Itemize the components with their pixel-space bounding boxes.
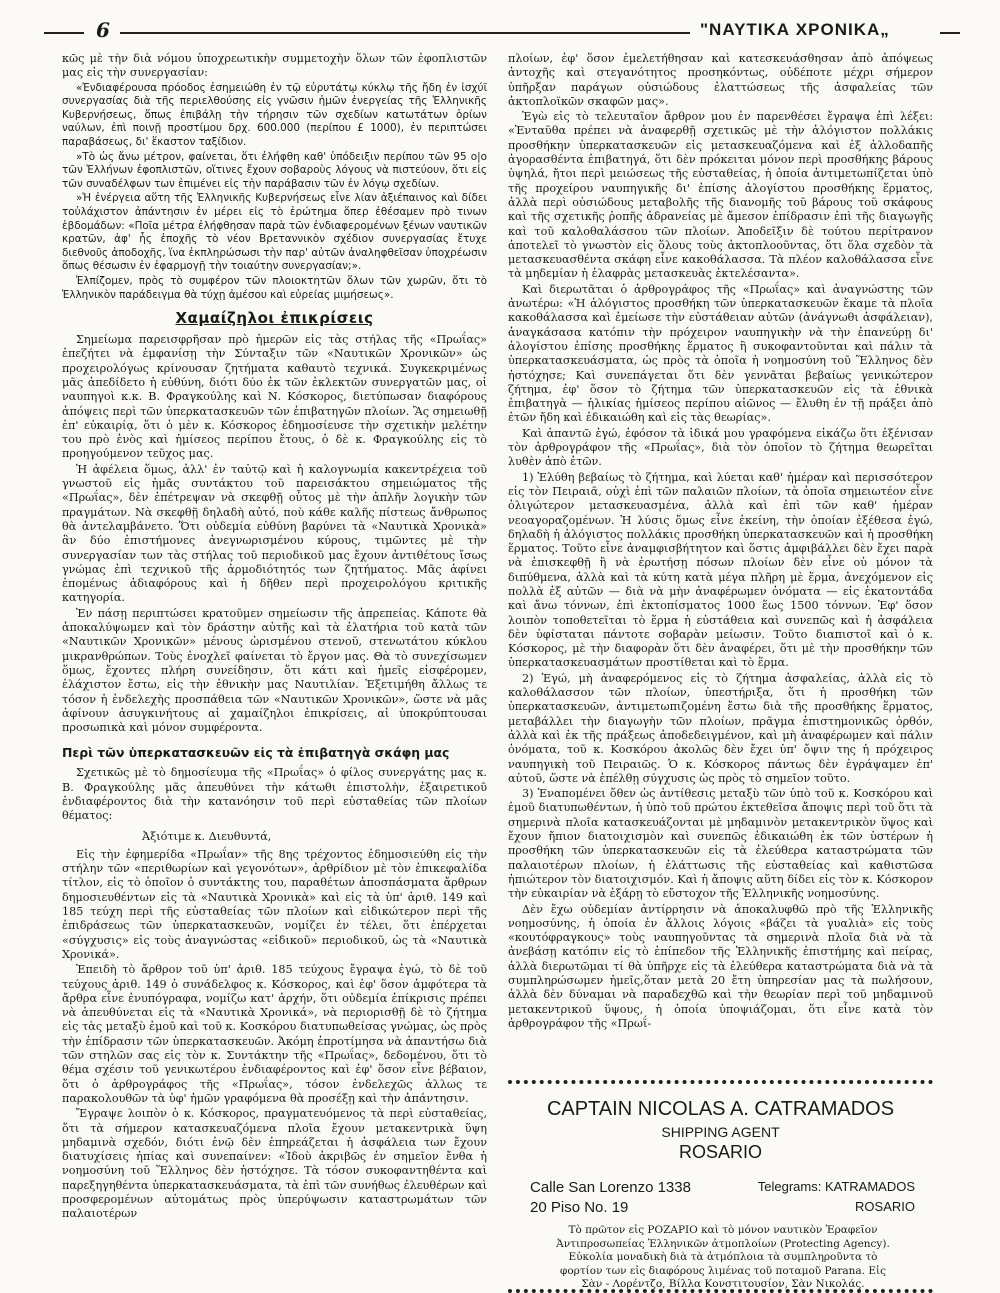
paragraph: Σχετικῶς μὲ τὸ δημοσίευμα τῆς «Πρωΐας» ὁ φίλος συνεργάτης μας κ. Β. Φραγκούλης μᾶς ἀπευθύνει τὴν κάτωθι ἐπιστολὴν, ἐξαιρετικοῦ ἐνδιαφέροντος διὰ τὴν κατανόησιν τοῦ περὶ εὐσταθείας τῶν πλοίων θέματος: <box>62 766 487 823</box>
header-rule <box>120 32 690 34</box>
paragraph: Καὶ διερωτᾶται ὁ ἀρθρογράφος τῆς «Πρωΐας» καὶ ἀναγνώστης τῶν ἀνωτέρω: «Ἡ ἀλόγιστος προσθήκη τῶν ὑπερκατασκευῶν ἔκαμε τὰ πλοῖα κακοθάλασσα καὶ ἐμείωσε τὴν εὐστάθειαν αὐτῶν (ἀνάγνωθι ἀσφάλειαν), ἀναγκάσασα κατόπιν τὴν πρόχειρον ναυπηγικὴν νὰ τὴν ἐπανεύρῃ δι' ἀλογίστου ἐπίσης προσθήκης ἕρματος ἢ συκοφαντοῦνται καὶ πάλιν τὰ ὑπερκατασκευάσματα, ὡς πρὸς τὰ ὁποῖα ἡ νοημοσύνη τοῦ Ἕλληνος δὲν ἠστόχησε; Καὶ συνεπάγεται ὅτι δὲν γεννᾶται βεβαίως γενικώτερον ζήτημα, ἐφ' ὅσον τὸ ζήτημα τῶν ὑπερκατασκευῶν εἰς τὰ ἐθνικὰ ἐπιβατηγὰ — ἡλικίας ἡμίσεος περίπου αἰῶνος — ἔλυθη ἐν τῇ πράξει ἀπὸ ἐτῶν ἤδη καὶ ἐδικαιώθη καὶ εἰς τὰς θεωρίας». <box>508 282 933 425</box>
advert-city: ROSARIO <box>678 1142 762 1162</box>
section-heading: Περὶ τῶν ὑπερκατασκευῶν εἰς τὰ ἐπιβατηγὰ σκάφη μας <box>62 745 450 761</box>
quote-paragraph: »Ἡ ἐνέργεια αὕτη τῆς Ἑλληνικῆς Κυβερνήσεως εἶνε λίαν ἀξιέπαινος καὶ δίδει τοὐλάχιστον ἀπάντησιν ἐν μέρει εἰς τὸ ἐρώτημα ὅπερ ἐθέσαμεν πρὸ τινων ἑβδομάδων: «Ποῖα μέτρα ἐλήφθησαν παρὰ τῶν ἐνδιαφερομένων ξένων ναυτικῶν κρατῶν, ἀφ' ἧς ἐποχῆς τὸ νέον Βρεταννικὸν σχέδιον συνεργασίας ἔτυχε διεθνοῦς ἀποδοχῆς, ἵνα ἐκπληρώσωσι τὴν παρ' αὐτῶν ἀναληφθεῖσαν ὑποχρέωσιν ὅπως θέσωσιν ἐν ἐφαρμογῇ τὴν τοιαύτην συνεργασίαν;». <box>62 192 487 273</box>
advert-telegrams: ROSARIO <box>855 1199 915 1214</box>
quote-paragraph: «Ἐνδιαφέρουσα πρόοδος ἐσημειώθη ἐν τῷ εὐρυτάτῳ κύκλῳ τῆς ἤδη ἐν ἰσχύϊ συνεργασίας διὰ τῆς περιελθούσης εἰς γνῶσιν ἡμῶν ἐνεργείας τῆς Ἑλληνικῆς Κυβερνήσεως, ὅπως ἐπιβάλῃ τὴν τήρησιν τῶν σχεδίων κατωτάτων ὁρίων ναύλων, ἐπὶ ποινῇ προστίμου δρχ. 600.000 (περίπου £ 1000), ἐν περιπτώσει παραβάσεως, δι' ἕκαστον ταξίδιον. <box>62 81 487 148</box>
paragraph: Ἡ ἀφέλεια ὅμως, ἀλλ' ἐν ταὐτῷ καὶ ἡ καλογνωμία κακεντρέχεια τοῦ γνωστοῦ εἰς ἡμᾶς συντάκτου τοῦ παρεισάκτου σημειώματος τῆς «Πρωΐας», δὲν ἐπέτρεψαν νὰ σκεφθῇ οὗτος μὲ τὴν ἁπλῆν λογικὴν τῶν πραγμάτων. Νὰ σκεφθῇ δηλαδὴ αὐτό, ποὺ κάθε καλῆς πίστεως ἄνθρωπος θὰ ἀντελαμβάνετο. Ὅτι οὐδεμία εὐθύνη βαρύνει τὰ «Ναυτικὰ Χρονικὰ» ἂν δύο ἐπιστήμονες ἀνεγνωρισμένου κύρους, τιμῶντες μὲ τὴν συνεργασίαν των τὰς στήλας τοῦ περιοδικοῦ μας ἔχουν ἀντιθέτους ἴσως γνώμας ἐπὶ τεχνικοῦ τῆς ἁρμοδιότητός των ζητήματος. Μᾶς ἀφίνει ἐπομένως ἀδιαφόρους καὶ ἡ δῆθεν περὶ προχειρολόγου κριτικῆς κατηγορία. <box>62 462 487 605</box>
paragraph: Ἔγραψε λοιπὸν ὁ κ. Κόσκορος, πραγματευόμενος τὰ περὶ εὐσταθείας, ὅτι τὰ σήμερον κατασκευαζόμενα πλοῖα ἔχουν μετακεντρικὰ ὕψη μηδαμινὰ σχεδόν, διότι ἐνῷ δὲν ἐπηρεάζεται ἡ ἀσφάλεια των ἔχουν διατυχίσεις ἠπίας καὶ συνεπαίνεν: «Ἰδοὺ ἀκριβῶς ἐν σημεῖον ἔνθα ἡ νοημοσύνη τοῦ Ἕλληνος δὲν ἡστόχησε. Τὰ τόσον συκοφαντηθέντα καὶ παρεξηγηθέντα ὑπερκατασκευάσματα, τὰ ἐπὶ τῶν συνήθως ἐλευθέρων καὶ προσφερομένων αὐτομάτως πρὸς ὑπερύψωσιν καταστρωμάτων τῶν παλαιοτέρων <box>62 1107 487 1221</box>
publication-title: "ΝΑΥΤΙΚΑ ΧΡΟΝΙΚΑ„ <box>700 20 890 39</box>
paragraph: Καὶ ἀπαντῶ ἐγώ, ἐφόσον τὰ ἰδικά μου γραφόμενα εἰκάζω ὅτι ἐξένισαν τὸν ἀρθρογράφον τῆς «Πρωΐας», διὰ τὸν ὁποῖον τὸ ζήτημα θεωρεῖται λυθὲν ἀπὸ ἐτῶν. <box>508 426 933 469</box>
shipping-agent-advertisement <box>508 1080 933 1293</box>
paragraph: Ἐπειδὴ τὸ ἄρθρον τοῦ ὑπ' ἀριθ. 185 τεύχους ἔγραψα ἐγώ, τὸ δὲ τοῦ τεύχους ἀριθ. 149 ὁ συνάδελφος κ. Κόσκορος, καὶ ἐφ' ὅσον ἀμφότερα τὰ ἄρθρα εἶνε ἐνυπόγραφα, νομίζω κατ' ἀρχήν, ὅτι οὐδεμία ἐπίκρισις πρέπει νὰ ἀπευθύνεται εἰς τὰ «Ναυτικὰ Χρονικά», νὰ περιορισθῇ δὲ τὸ ζήτημα εἰς τὰς μεταξὺ ἐμοῦ καὶ τοῦ κ. Κοσκόρου διατυπωθείσας γνώμας, ὡς πρὸς τὴν ἐπίδρασιν τῶν ὑπερκατασκευῶν. Ἀκόμη ἐπροτίμησα νὰ ἀπαντήσω διὰ τῶν στηλῶν σας εἰς τὸν κ. Συντάκτην τῆς «Πρωΐας», δεδομένου, ὅτι τὸ θέμα σχέσιν τοῦ γενικωτέρου ἐνδιαφέροντος καὶ ἐφ' ὅσον εἶνε βέβαιον, ὅτι ὁ ἀρθρογράφος τῆς «Πρωΐας», τόσον ἐνδελεχῶς ἀλλως τε παρακολουθῶν τὰ ὑφ' ἡμῶν γραφόμενα θὰ προσέξῃ καὶ τὴν ἀπάντησιν. <box>62 963 487 1105</box>
letter-salutation: Ἀξιότιμε κ. Διευθυντά, <box>142 829 272 843</box>
paragraph: Εἰς τὴν ἐφημερίδα «Πρωΐαν» τῆς 8ης τρέχοντος ἐδημοσιεύθη εἰς τὴν στήλην τῶν «περιθωρίων καὶ γεγονότων», ἀρθρίδιον μὲ τὸν ἐπικεφαλίδα τίτλον, εἰς τὸ ὁποῖον ὁ συντάκτης του, παραθέτων ἀποσπάσματα ἄρθρων δημοσιευθέντων εἰς τὰ «Ναυτικὰ Χρονικὰ» καὶ εἰς τὰ ὑπ' ἀριθ. 149 καὶ 185 τεύχη περὶ τῆς εὐσταθείας τῶν πλοίων καὶ εἰδικώτερον περὶ τῆς ἐπιδράσεως τῶν ὑπερκατασκευῶν, νομίζει ἐν τέλει, ὅτι ἐπέρχεται «σύγχυσις» εἰς τοὺς ἀναγνώστας «εἰδικοῦ» περιοδικοῦ, ὡς τὰ «Ναυτικὰ Χρονικά». <box>62 847 487 961</box>
paragraph: 1) Ἐλύθη βεβαίως τὸ ζήτημα, καὶ λύεται καθ' ἡμέραν καὶ περισσότερον εἰς τὸν Πειραιᾶ, οὐχὶ ἐπὶ τῶν παλαιῶν πλοίων, τὰ ὁποῖα σημειωτέον εἶνε ὀλιγώτερον μετασκευασμένα, ἀλλὰ καὶ ἐπὶ τῶν καθ' ἡμέραν νεοαγοραζομένων. Ἡ λύσις ὅμως εἶνε ἐκείνη, τὴν ὁποίαν ἐξέθεσα ἐγώ, δηλαδὴ ἡ ἀλόγιστος πολλάκις προσθήκη ὑπερκατασκευῶν καὶ ἡ προσθήκη ἕρματος. Τοῦτο εἶνε ἀναμφισβήτητον καὶ ὅστις ἀμφιβάλλει δὲν ἔχει παρὰ νὰ ἐπισκεφθῇ ἢ νὰ ἐρωτήσῃ πόσων πλοίων δὲν εἶνε οὐ μόνον τὰ διπύθμενα, ἀλλὰ καὶ τὰ κύτη κατὰ μέγα πλῆρη μὲ ἕρμα, ἀνεχόμενον εἰς πολλὰ ἐξ αὐτῶν — διὰ νὰ μὴν ἀναφέρωμεν ὀνόματα — εἰς ἑκατοντάδα καὶ ἄνω τόννων, ἐπὶ ἐκτοπίσματος 1000 ἕως 1500 τόννων. Ἐφ' ὅσον λοιπὸν τοποθετεῖται τὸ ἕρμα ἡ εὐστάθεια καὶ συνεπῶς καὶ ἡ ἀσφάλεια δὲν ὑφίσταται πάντοτε σοβαρὰν μείωσιν. Τοῦτο διαπιστοῖ καὶ ὁ κ. Κόσκορος, μὲ τὴν διαφορὰν ὅτι δὲν ἀναφέρει, ὅτι μὲ τὴν προσθήκην τῶν ὑπερκατασκευασμάτων προστίθεται καὶ τὸ ἕρμα. <box>508 470 933 670</box>
paragraph: 2) Ἐγώ, μὴ ἀναφερόμενος εἰς τὸ ζήτημα ἀσφαλείας, ἀλλὰ εἰς τὸ καλοθάλασσον τῶν πλοίων, ὑπεστήριξα, ὅτι ἡ προσθήκη τῶν ὑπερκατασκευῶν, ἀντιμετωπιζομένη ἔστω διὰ τῆς προσθήκης ἕρματος, μεταβάλλει τὴν διαγωγὴν τῶν πλοίων, πρᾶγμα ἐπιστημονικῶς ὀρθόν, ἀλλὰ καὶ ἐκ τῆς πράξεως ἀποδεδειγμένον, καὶ μὴ ἀναφέρωμεν καὶ πάλιν ὀνόματα, τοῦ κ. Κοσκόρου ἀκολῶς δὲν ἔχει ὑπ' ὄψιν της ἡ πρόχειρος ναυπηγικὴ τοῦ Πειραιῶς. Ὁ κ. Κόσκορος πάντως δὲν ἐγράψαμεν ἐπ' αὐτοῦ, ὥστε νὰ ἐπέλθῃ σύγχυσις ὡς πρὸς τὸ σημεῖον τοῦτο. <box>508 671 933 785</box>
advert-role: SHIPPING AGENT <box>661 1124 780 1140</box>
left-column <box>62 52 487 1282</box>
advert-name: CAPTAIN NICOLAS A. CATRAMADOS <box>546 1098 895 1120</box>
quote-paragraph: Ἐλπίζομεν, πρὸς τὸ συμφέρον τῶν πλοιοκτητῶν ὅλων τῶν χωρῶν, ὅτι τὸ Ἑλληνικὸν παράδειγμα θὰ τύχῃ ἀμέσου καὶ εὐρείας μιμήσεως». <box>62 274 487 301</box>
page-number: 6 <box>96 18 110 42</box>
paragraph: Σημείωμα παρεισφρῆσαν πρὸ ἡμερῶν εἰς τὰς στήλας τῆς «Πρωΐας» ἐπεζήτει νὰ ἐμφανίσῃ τὴν Σύνταξιν τῶν «Ναυτικῶν Χρονικῶν» ὡς προχειρολόγως κρίνουσαν ζητήματα καθαυτὸ τεχνικά. Συγκεκριμένως μᾶς ἀπεδίδετο ἡ εὐθύνη, διότι δύο ἐκ τῶν ἐκλεκτῶν συνεργατῶν μας, οἱ ναυπηγοὶ κ.κ. Β. Φραγκούλης καὶ Ν. Κόσκορος, διετύπωσαν διαφόρους ἀπόψεις περὶ τῶν ὑπερκατασκευῶν τῶν ἐπιβατηγῶν πλοίων. Ἂς σημειωθῇ ἐπ' εὐκαιρίᾳ, ὅτι ὁ μὲν κ. Κόσκορος ἐδημοσίευσε τὴν σχετικὴν μελέτην του πρὸ ἑνὸς καὶ ἡμίσεος περίπου ἔτους, ὁ δὲ κ. Φραγκούλης εἰς τὸ προηγούμενον τεῦχος μας. <box>62 333 487 461</box>
right-column <box>508 52 933 1074</box>
paragraph: κῶς μὲ τὴν διὰ νόμου ὑποχρεωτικὴν συμμετοχὴν ὅλων τῶν ἐφοπλιστῶν μας εἰς τὴν συνεργασίαν: <box>62 52 487 80</box>
paragraph: πλοίων, ἐφ' ὅσον ἐμελετήθησαν καὶ κατεσκευάσθησαν ἀπὸ ἀπόψεως ἀντοχῆς καὶ στεγανότητος προσηκόντως, οὐδέποτε μέχρι σήμερον ὑπῆρξαν παράγων οὐσιώδους ἐλαττώσεως τῆς ἀσφαλείας τῶν ἀκτοπλοϊκῶν σκαφῶν μας». <box>508 52 933 108</box>
section-heading: Χαμαίζηλοι ἐπικρίσεις <box>175 309 374 328</box>
page-header <box>40 18 960 42</box>
paragraph: 3) Ἐναπομένει ὅθεν ὡς ἀντίθεσις μεταξὺ τῶν ὑπὸ τοῦ κ. Κοσκόρου καὶ ἐμοῦ διατυπωθέντων, ἡ ὑπὸ τοῦ πρώτου ἐκτεθεῖσα ἄποψις περὶ τοῦ ὅτι τὰ σημερινὰ πλοῖα κατασκευάζονται μὲ μηδαμινὸν μετακεντρικὸν ὕψος καὶ ἔχουν ἤπιον διατοιχισμὸν καὶ συνεπῶς ἐδικαιώθη ἐκ τῶν ὑστέρων ἡ προσθήκη τῶν ὑπερκατασκευῶν εἰς τὰ ἐλεύθερα καταστρώματα τῶν παλαιοτέρων πλοίων, ἡ ἐλάττωσις τῆς εὐσταθείας καὶ καθιστῶσα ἠπιώτερον τὸν διατοιχισμόν. Καὶ ἡ ἄποψις αὕτη δίδει εἰς τὸν κ. Κόσκορον τὴν εὐκαιρίαν νὰ ἐξάρῃ τὸ εὔστοχον τῆς Ἑλληνικῆς νοημοσύνης. <box>508 787 933 901</box>
paragraph: Ἐν πάσῃ περιπτώσει κρατοῦμεν σημείωσιν τῆς ἀπρεπείας. Κάποτε θὰ ἀποκαλύψωμεν καὶ τὸν δράστην αὐτῆς καὶ τὰ ἐλατήρια τοῦ κατὰ τῶν «Ναυτικῶν Χρονικῶν» μένους ὡρισμένου στενοῦ, στενωτάτου κύκλου μικρανθρώπων. Τοὺς ἐνοχλεῖ φαίνεται τὸ ἔργον μας. Θὰ τὸ συνεχίσωμεν ὅμως, ἔχοντες πλήρη συνείδησιν, ὅτι κάτι καὶ ἡμεῖς εἰσφέρομεν, ἐλάχιστον ἔστω, εἰς τὴν ἐθνικὴν μας Ναυτιλίαν. Ἐξετιμήθη ἄλλως τε τόσον ἡ ἐνδελεχὴς προσπάθεια τῶν «Ναυτικῶν Χρονικῶν», ὥστε νὰ μᾶς ἀφίνουν ἀσυγκινήτους αἱ χαμαίζηλοι ἐπικρίσεις, αἱ ὑποκρύπτουσαι προσωπικὰ καὶ μόνον συμφέροντα. <box>62 606 487 735</box>
header-rule <box>940 32 960 34</box>
advert-address: Calle San Lorenzo 1338 <box>530 1179 691 1196</box>
header-rule <box>44 32 84 34</box>
advert-address: 20 Piso No. 19 <box>530 1199 629 1216</box>
advert-description: Τὸ πρῶτον εἰς ΡΟΖΑΡΙΟ καὶ τὸ μόνον ναυτικὸν Ἐραφεῖον Ἀντιπροσωπείας Ἑλληνικῶν ἀτμοπλοίων (Protecting Agency). Εὐκολία μοναδικὴ διὰ τὰ ἀτμόπλοια τὰ συμπληροῦντα τὸ φορτίον των εἰς διαφόρους λιμένας τοῦ ποταμοῦ Parana. Εἰς Σὰν - Λορέντζο, Βίλλα Κονστιτουσίον, Σὰν Νικολάς. <box>556 1224 890 1290</box>
quote-paragraph: »Τὸ ὡς ἄνω μέτρον, φαίνεται, ὅτι ἐλήφθη καθ' ὑπόδειξιν περίπου τῶν 95 ο|ο τῶν Ἑλλήνων ἐφοπλιστῶν, οἵτινες ἔχουν σοβαροὺς λόγους νὰ πιστεύουν, ὅτι εἰς τῶν συναδέλφων των ἐπιμένει εἰς τὴν παράβασιν τῶν ἐν λόγῳ σχεδίων. <box>62 150 487 190</box>
paragraph: Ἐγὼ εἰς τὸ τελευταῖον ἄρθρον μου ἐν παρενθέσει ἔγραψα ἐπὶ λέξει: «Ἐνταῦθα πρέπει νὰ ἀναφερθῇ σχετικῶς μὲ τὴν ἀλόγιστον πολλάκις προσθήκην ὑπερκατασκευῶν εἰς μετασκευαζόμενα καὶ ἐξ ἀλλοδαπῆς ἀγορασθέντα ἐπιβατηγά, ὅτι δὲν πρόκειται μόνον περὶ προσθήκης βάρους ὑψηλά, ἤτοι περὶ μειώσεως τῆς εὐσταθείας, ἡ ὁποία ἀντιμετωπίζεται ὑπὸ τῆς προχείρου ναυπηγικῆς δι' ἐπίσης ἀλογίστου προσθήκης ἕρματος, ἀλλὰ περὶ οὐσιώδους μεταβολῆς τῆς διανομῆς τοῦ βάρους τοῦ σκάφους καὶ τῆς σχετικῆς ῥοπῆς ἀδρανείας μὲ ἄμεσον ἐπίδρασιν ἐπὶ τῆς διαγωγῆς καὶ τοῦ καλοθαλάσσου τῶν πλοίων. Ἀποδεῖξιν δὲ τούτου περίτρανον ἀποτελεῖ τὸ γνωστὸν εἰς ὅλους τοὺς ἀκτοπλοοῦντας, ὅτι ὅλα σχεδὸν τὰ μετασκευασθέντα σκάφη εἶνε κακοθάλασσα. Τὰ πλέον καλοθάλασσα εἶνε τὰ μηδεμίαν ἡ ἐλαφρὰς μετασκευὰς ἐκτελέσαντα». <box>508 110 933 281</box>
advert-telegrams: Telegrams: KATRAMADOS <box>757 1179 915 1194</box>
paragraph: Δὲν ἔχω οὐδεμίαν ἀντίρρησιν νὰ ἀποκαλυφθῶ πρὸ τῆς Ἑλληνικῆς νοημοσύνης, ἡ ὁποία ἐν ἄλλοις λόγοις «βάζει τὰ γυαλιὰ» εἰς τοὺς «κουτόφραγκους» τοὺς ναυπηγοῦντας τὰ σημερινὰ πλοῖα διὰ νὰ τὰ ἀνεβάσῃ κατόπιν εἰς τὸ ἐπίπεδον τῆς Ἑλληνικῆς ἐπιστήμης καὶ πείρας, ἀλλὰ διερωτῶμαι τί θὰ ὑπῆρχε εἰς τὰ ἐλεύθερα καταστρώματα διὰ νὰ τὰ συμπληρώσωμεν ἡμεῖς,ὅταν μετὰ 20 ἔτη ὑπηρεσίαν μας τὰ πωλήσουν, ἀλλὰ δὲν δύναμαι νὰ παραδεχθῶ καὶ τὴν θεωρίαν περὶ τοῦ μηδαμινοῦ μετακεντρικοῦ ὕψους, ἡ ὁποία ὑποψιάζομαι, ὅτι εἶνε κατὰ τὸν ἀρθρογράφον τῆς «Πρωΐ- <box>508 902 933 1030</box>
